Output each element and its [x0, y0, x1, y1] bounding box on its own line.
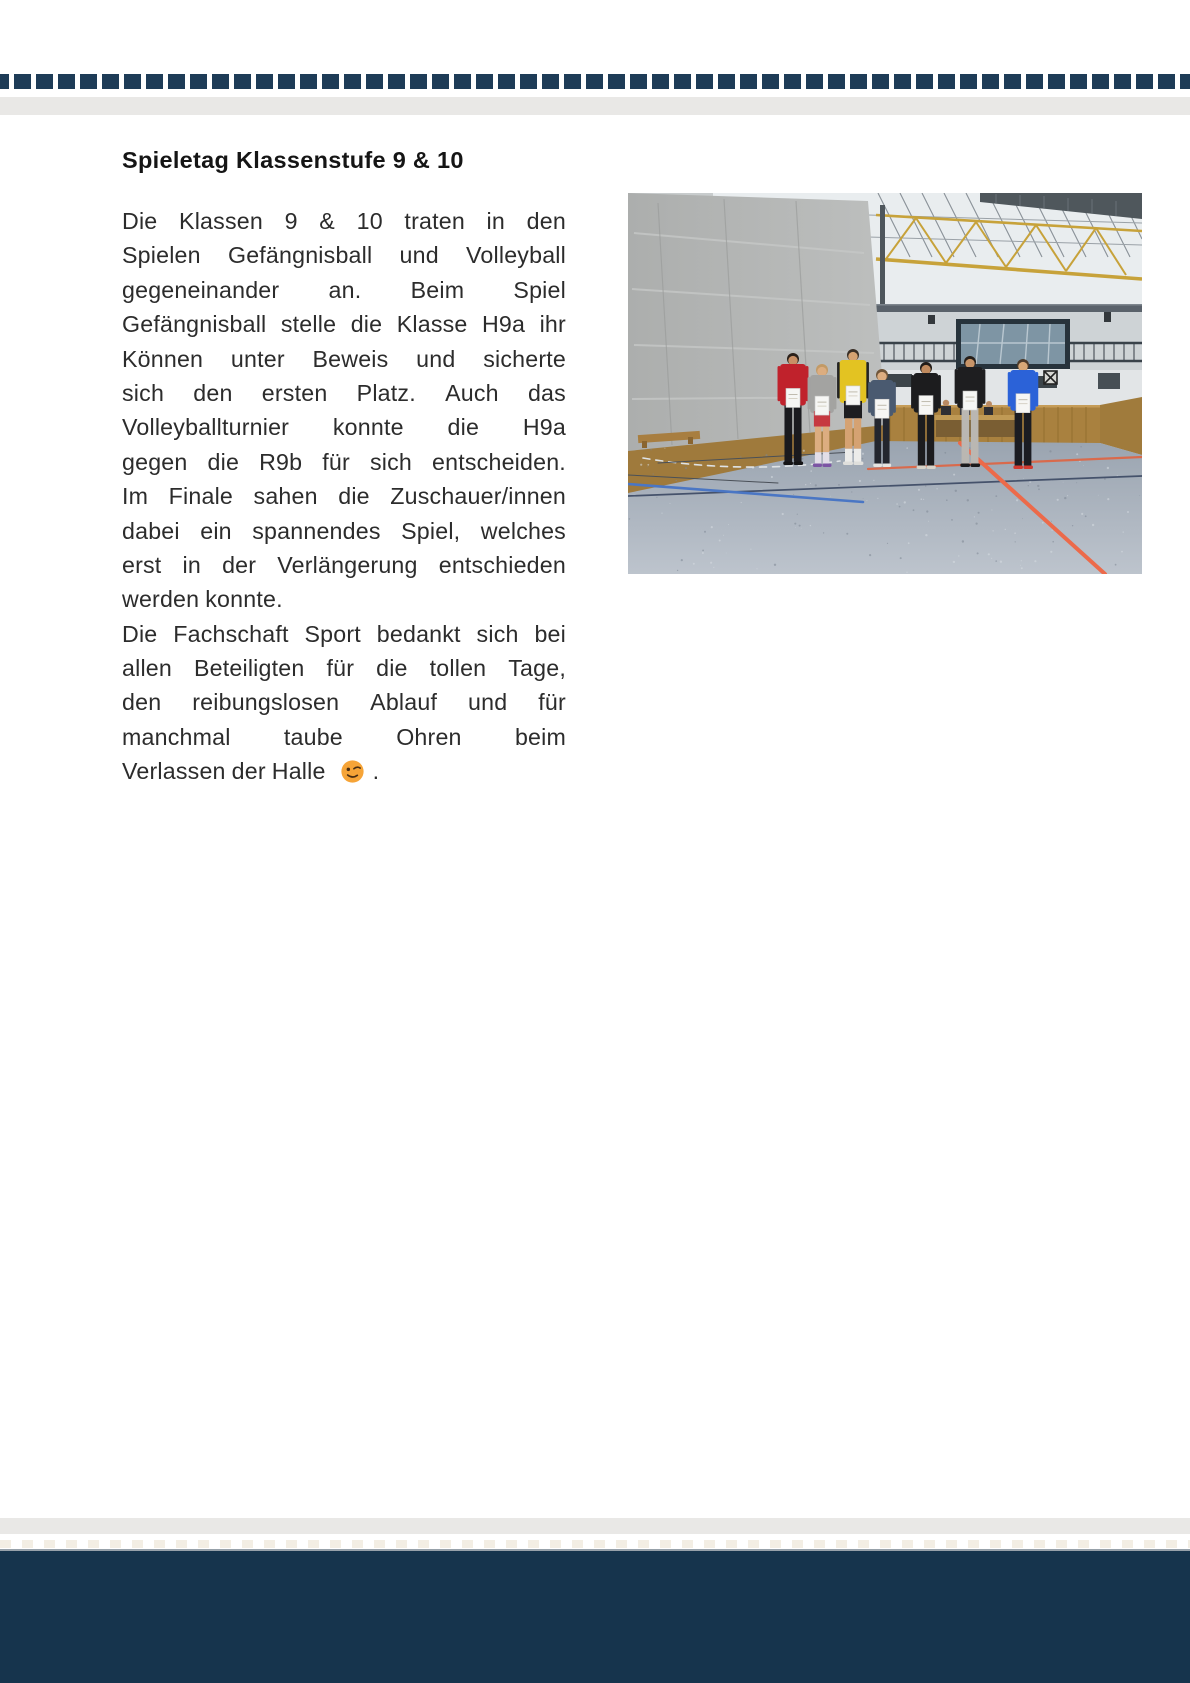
- text-line: Können unter Beweis und sicherte: [122, 345, 566, 372]
- text-line: dabei ein spannendes Spiel, welches: [122, 517, 566, 544]
- text-line: Im Finale sahen die Zuschauer/innen: [122, 483, 566, 510]
- certificate: [919, 396, 933, 415]
- text-line: Gefängnisball stelle die Klasse H9a ihr: [122, 311, 566, 338]
- wink-emoji: [340, 759, 365, 784]
- certificate: [963, 391, 977, 410]
- text-line: den reibungslosen Ablauf und für: [122, 689, 566, 716]
- footer-navy-block: [0, 1549, 1190, 1683]
- text-line: manchmal taube Ohren beim: [122, 723, 566, 750]
- bottom-dotted-border: [0, 1540, 1190, 1548]
- article: [122, 147, 566, 789]
- text-line: Volleyballturnier konnte die H9a: [122, 414, 566, 441]
- photo-x-mark: [1044, 371, 1057, 384]
- bottom-gray-band: [0, 1518, 1190, 1534]
- top-dashed-border: [0, 74, 1190, 89]
- text-line: gegeneinander an. Beim Spiel: [122, 276, 566, 303]
- certificate: [846, 386, 860, 405]
- article-body: [122, 204, 566, 789]
- text-line: Verlassen der Halle .: [122, 758, 380, 785]
- top-gray-band: [0, 97, 1190, 115]
- text-line: Die Klassen 9 & 10 traten in den: [122, 208, 566, 234]
- certificate: [815, 396, 829, 415]
- text-line: allen Beteiligten für die tollen Tage,: [122, 655, 566, 682]
- sports-hall-photo: [628, 193, 1142, 574]
- text-line: werden konnte.: [122, 586, 283, 613]
- certificate: [1016, 394, 1030, 413]
- certificate: [786, 388, 800, 407]
- text-line: Spielen Gefängnisball und Volleyball: [122, 242, 566, 269]
- text-line: gegen die R9b für sich entscheiden.: [122, 448, 566, 475]
- text-line: erst in der Verlängerung entschieden: [122, 551, 566, 578]
- text-line: Die Fachschaft Sport bedankt sich bei: [122, 620, 566, 647]
- article-title: Spieletag Klassenstufe 9 & 10: [122, 147, 464, 173]
- certificate: [875, 399, 889, 418]
- photo-balcony: [876, 312, 1142, 373]
- text-line: sich den ersten Platz. Auch das: [122, 379, 566, 406]
